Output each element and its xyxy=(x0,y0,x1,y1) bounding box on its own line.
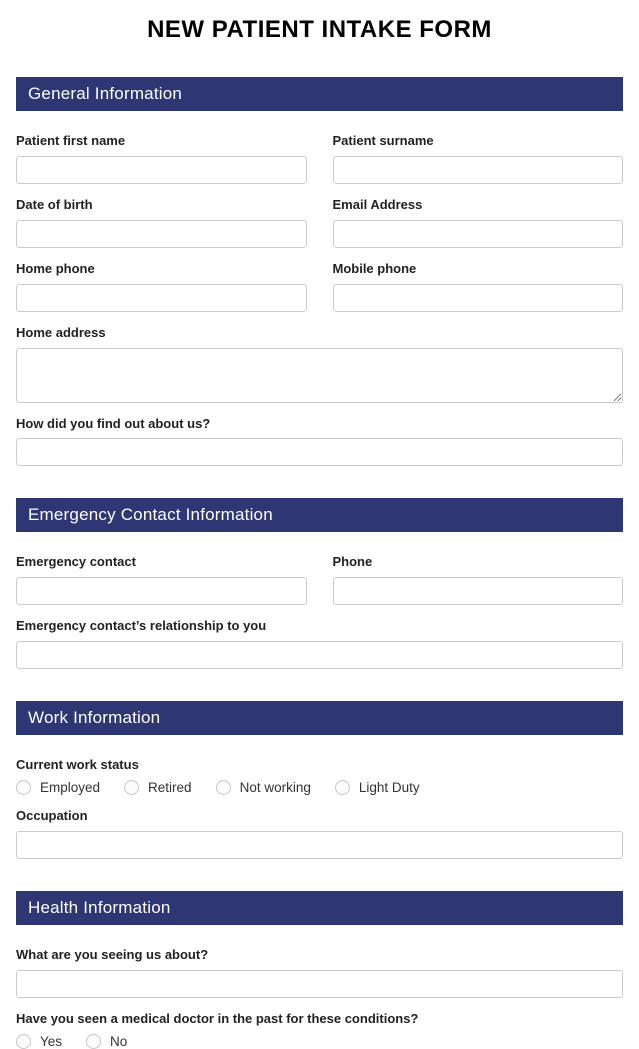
radio-light-duty-label: Light Duty xyxy=(358,780,420,796)
work-status-option-retired[interactable] xyxy=(124,780,192,795)
emergency-contact-input[interactable] xyxy=(16,577,307,605)
patient-surname-label: Patient surname xyxy=(332,132,434,148)
referral-source-label: How did you find out about us? xyxy=(16,415,211,431)
row-name xyxy=(16,134,623,184)
field-work-status xyxy=(16,758,623,795)
patient-surname-input[interactable] xyxy=(333,156,624,184)
field-email-address xyxy=(333,198,624,248)
section-general xyxy=(16,77,623,467)
section-header-work xyxy=(16,701,623,735)
row-dob-email xyxy=(16,198,623,248)
emergency-contact-label: Emergency contact xyxy=(16,554,136,570)
radio-retired-icon[interactable] xyxy=(124,780,139,795)
seen-doctor-label: Have you seen a medical doctor in the past for these conditions? xyxy=(16,1011,419,1027)
page-title: NEW PATIENT INTAKE FORM xyxy=(147,16,492,43)
work-status-option-not-working[interactable] xyxy=(216,780,311,795)
radio-light-duty-icon[interactable] xyxy=(335,780,350,795)
home-address-label: Home address xyxy=(16,324,106,340)
email-address-input[interactable] xyxy=(333,220,624,248)
work-status-option-light-duty[interactable] xyxy=(335,780,420,795)
field-date-of-birth xyxy=(16,198,307,248)
radio-retired-label: Retired xyxy=(148,780,192,796)
field-referral-source xyxy=(16,417,623,467)
field-home-address xyxy=(16,326,623,403)
date-of-birth-label: Date of birth xyxy=(16,196,93,212)
email-address-label: Email Address xyxy=(332,196,423,212)
seen-doctor-radio-group xyxy=(16,1034,623,1049)
visit-reason-label: What are you seeing us about? xyxy=(16,947,209,963)
work-status-option-employed[interactable] xyxy=(16,780,100,795)
radio-no-icon[interactable] xyxy=(86,1034,101,1049)
mobile-phone-input[interactable] xyxy=(333,284,624,312)
radio-employed-label: Employed xyxy=(40,780,101,796)
section-title-work: Work Information xyxy=(28,708,161,728)
row-phones xyxy=(16,262,623,312)
radio-yes-label: Yes xyxy=(40,1033,63,1049)
section-header-emergency xyxy=(16,498,623,532)
radio-not-working-icon[interactable] xyxy=(216,780,231,795)
radio-yes-icon[interactable] xyxy=(16,1034,31,1049)
field-occupation xyxy=(16,809,623,859)
home-phone-input[interactable] xyxy=(16,284,307,312)
field-emergency-relationship xyxy=(16,619,623,669)
home-phone-label: Home phone xyxy=(16,260,95,276)
row-emergency-contact xyxy=(16,555,623,605)
work-status-label: Current work status xyxy=(16,757,139,773)
emergency-phone-label: Phone xyxy=(332,554,373,570)
home-address-textarea[interactable] xyxy=(16,348,623,403)
section-health xyxy=(16,891,623,1049)
patient-first-name-label: Patient first name xyxy=(16,132,126,148)
section-header-general xyxy=(16,77,623,111)
radio-employed-icon[interactable] xyxy=(16,780,31,795)
radio-no-label: No xyxy=(110,1033,128,1049)
seen-doctor-option-yes[interactable] xyxy=(16,1034,62,1049)
section-title-emergency: Emergency Contact Information xyxy=(28,505,273,525)
date-of-birth-input[interactable] xyxy=(16,220,307,248)
referral-source-input[interactable] xyxy=(16,438,623,466)
field-patient-surname xyxy=(333,134,624,184)
field-emergency-phone xyxy=(333,555,624,605)
radio-not-working-label: Not working xyxy=(239,780,311,796)
occupation-input[interactable] xyxy=(16,831,623,859)
field-visit-reason xyxy=(16,948,623,998)
seen-doctor-option-no[interactable] xyxy=(86,1034,127,1049)
visit-reason-input[interactable] xyxy=(16,970,623,998)
section-title-health: Health Information xyxy=(28,898,171,918)
section-work xyxy=(16,701,623,859)
section-title-general: General Information xyxy=(28,83,183,103)
field-home-phone xyxy=(16,262,307,312)
mobile-phone-label: Mobile phone xyxy=(332,260,417,276)
emergency-phone-input[interactable] xyxy=(333,577,624,605)
work-status-radio-group xyxy=(16,780,623,795)
field-emergency-contact xyxy=(16,555,307,605)
emergency-relationship-input[interactable] xyxy=(16,641,623,669)
field-seen-doctor xyxy=(16,1012,623,1049)
section-header-health xyxy=(16,891,623,925)
field-patient-first-name xyxy=(16,134,307,184)
occupation-label: Occupation xyxy=(16,808,88,824)
patient-first-name-input[interactable] xyxy=(16,156,307,184)
section-emergency xyxy=(16,498,623,669)
field-mobile-phone xyxy=(333,262,624,312)
emergency-relationship-label: Emergency contact’s relationship to you xyxy=(16,618,267,634)
